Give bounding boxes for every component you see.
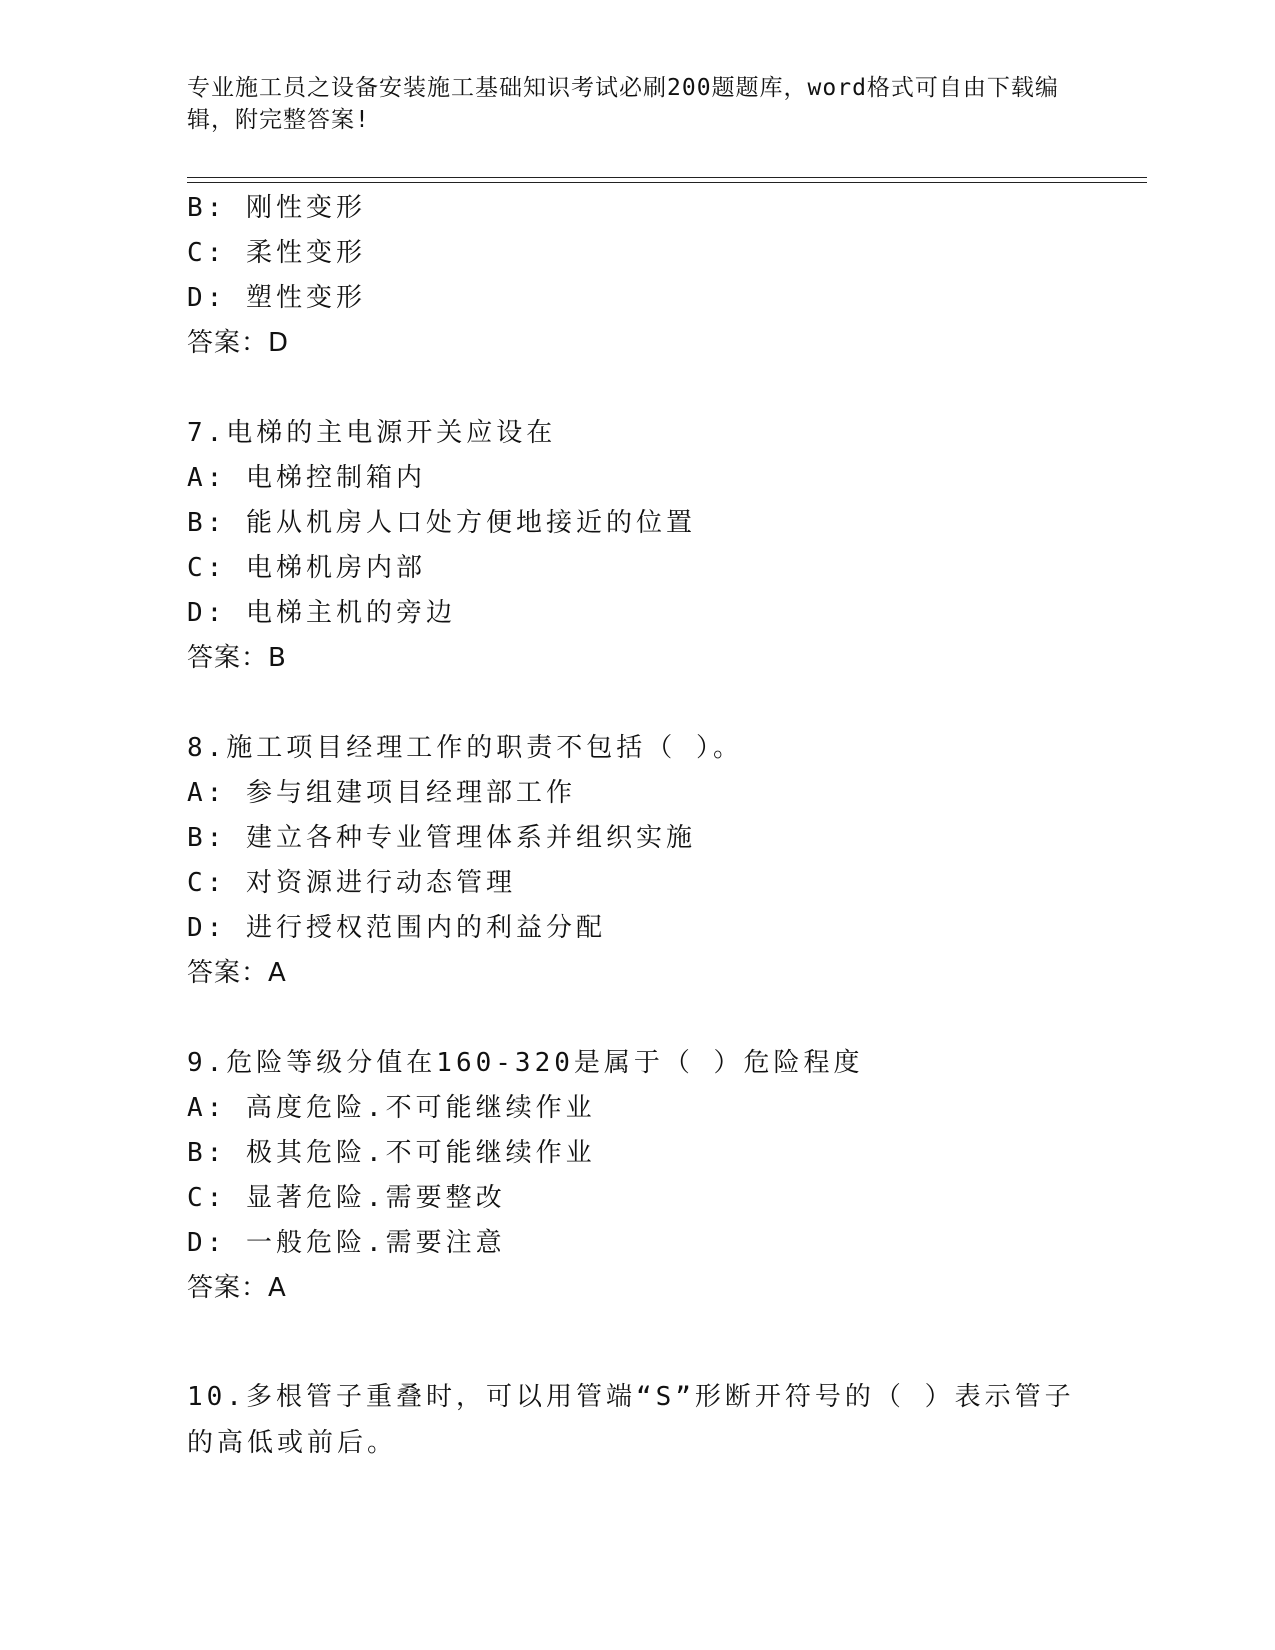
q6-option-c: C: 柔性变形 [187,238,366,268]
document-header: 专业施工员之设备安装施工基础知识考试必刷200题题库，word格式可自由下载编辑，附完整答案! [187,75,1059,133]
q8-option-c: C: 对资源进行动态管理 [187,868,516,898]
q7-option-b: B: 能从机房人口处方便地接近的位置 [187,508,696,538]
q9-option-c: C: 显著危险.需要整改 [187,1183,506,1213]
q9-option-b: B: 极其危险.不可能继续作业 [187,1138,596,1168]
q7-answer: 答案：B [187,643,287,673]
q9-option-d: D: 一般危险.需要注意 [187,1228,506,1258]
q6-option-b: B: 刚性变形 [187,193,366,223]
q9-question: 9.危险等级分值在160-320是属于（ ）危险程度 [187,1048,864,1078]
q9-option-a: A: 高度危险.不可能继续作业 [187,1093,596,1123]
q8-option-a: A: 参与组建项目经理部工作 [187,778,576,808]
header-divider-bottom [187,182,1147,183]
q8-option-b: B: 建立各种专业管理体系并组织实施 [187,823,696,853]
q8-answer: 答案：A [187,958,287,988]
q8-option-d: D: 进行授权范围内的利益分配 [187,913,606,943]
q6-option-d: D: 塑性变形 [187,283,366,313]
q7-option-d: D: 电梯主机的旁边 [187,598,456,628]
header-divider-top [187,177,1147,178]
q7-option-a: A: 电梯控制箱内 [187,463,426,493]
q7-question: 7.电梯的主电源开关应设在 [187,418,557,448]
q6-answer: 答案：D [187,328,290,358]
q9-answer: 答案：A [187,1273,287,1303]
q8-question: 8.施工项目经理工作的职责不包括（ ）。 [187,733,743,763]
q10-question: 10.多根管子重叠时，可以用管端“S”形断开符号的（ ）表示管子的高低或前后。 [187,1382,1075,1458]
q7-option-c: C: 电梯机房内部 [187,553,426,583]
